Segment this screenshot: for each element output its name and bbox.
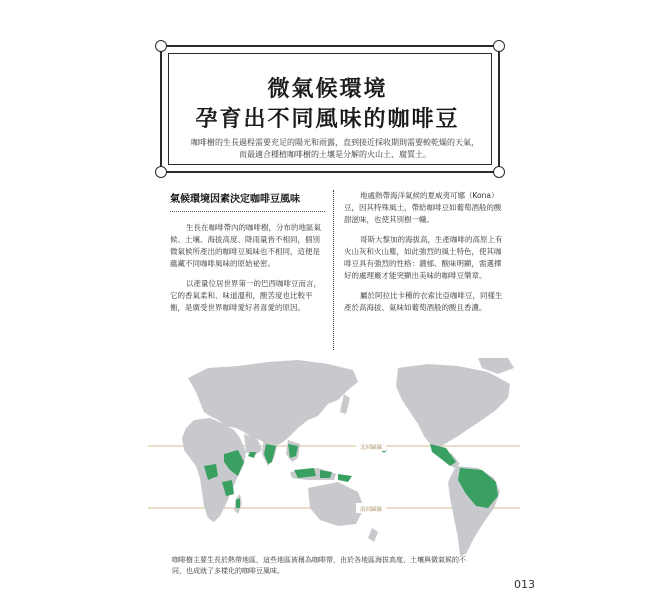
frame-corner-ornament: [155, 40, 167, 52]
left-column: [170, 190, 325, 322]
world-map: [148, 358, 520, 566]
body-paragraph: 哥斯大黎加的海拔高，生產咖啡的高原上有火山灰和火山塵，如此強烈的風土特色，使其咖啡豆具有強烈的性格：濃郁、酸味明顯，需選擇好的處理廠才能突顯出美味的咖啡豆樂章。: [344, 235, 503, 280]
body-paragraph: 屬於阿拉比卡種的衣索比亞咖啡豆，同樣生產於高海拔、氣味如葡萄酒般的酸且香濃。: [344, 291, 503, 312]
tropic-of-cancer-label: 北回歸線: [359, 445, 383, 451]
section-heading: 氣候環境因素決定咖啡豆風味: [170, 194, 300, 205]
tropic-of-capricorn-label: 南回歸線: [359, 507, 383, 513]
intro-paragraph: 咖啡樹的生長過程需要充足的陽光和雨露，直到接近採收期則需要較乾燥的天氣，而最適合種植咖啡樹的土壤是分解的火山土、腐質土。: [191, 138, 479, 159]
body-paragraph: 生長在咖啡帶內的咖啡樹，分布的地區氣候、土壤、海拔高度、降雨量皆不相同，個別微氣候所產出的咖啡豆風味也不相同，這便是蘊藏不同咖啡風味的原始祕密。: [170, 223, 321, 268]
page-title-line-2: 孕育出不同風味的咖啡豆: [195, 106, 460, 132]
page-title-line-1: 微氣候環境: [267, 76, 388, 102]
body-paragraph: 地處熱帶海洋氣候的夏威夷可娜（Kona）豆，因其特殊風土，帶給咖啡豆如葡萄酒般的酸甜滋味，也使其別樹一幟。: [344, 191, 502, 224]
page-number: 013: [514, 578, 535, 591]
right-column: [344, 190, 504, 322]
world-map-svg: [148, 358, 520, 566]
body-paragraph: 以產量位居世界第一的巴西咖啡豆而言，它的香氣柔和、味道溫和，酸苦度也比較平衡，是廣受世界咖啡愛好者喜愛的原因。: [170, 279, 321, 312]
frame-corner-ornament: [493, 40, 505, 52]
column-divider: [333, 190, 334, 350]
frame-corner-ornament: [493, 166, 505, 178]
map-caption: 咖啡樹主要生長於熱帶地區，這些地區被稱為咖啡帶，由於各地區海拔高度、土壤與微氣候的不同，也成就了多樣化的咖啡豆風味。: [172, 556, 466, 575]
frame-corner-ornament: [155, 166, 167, 178]
heading-rule: [170, 211, 325, 212]
